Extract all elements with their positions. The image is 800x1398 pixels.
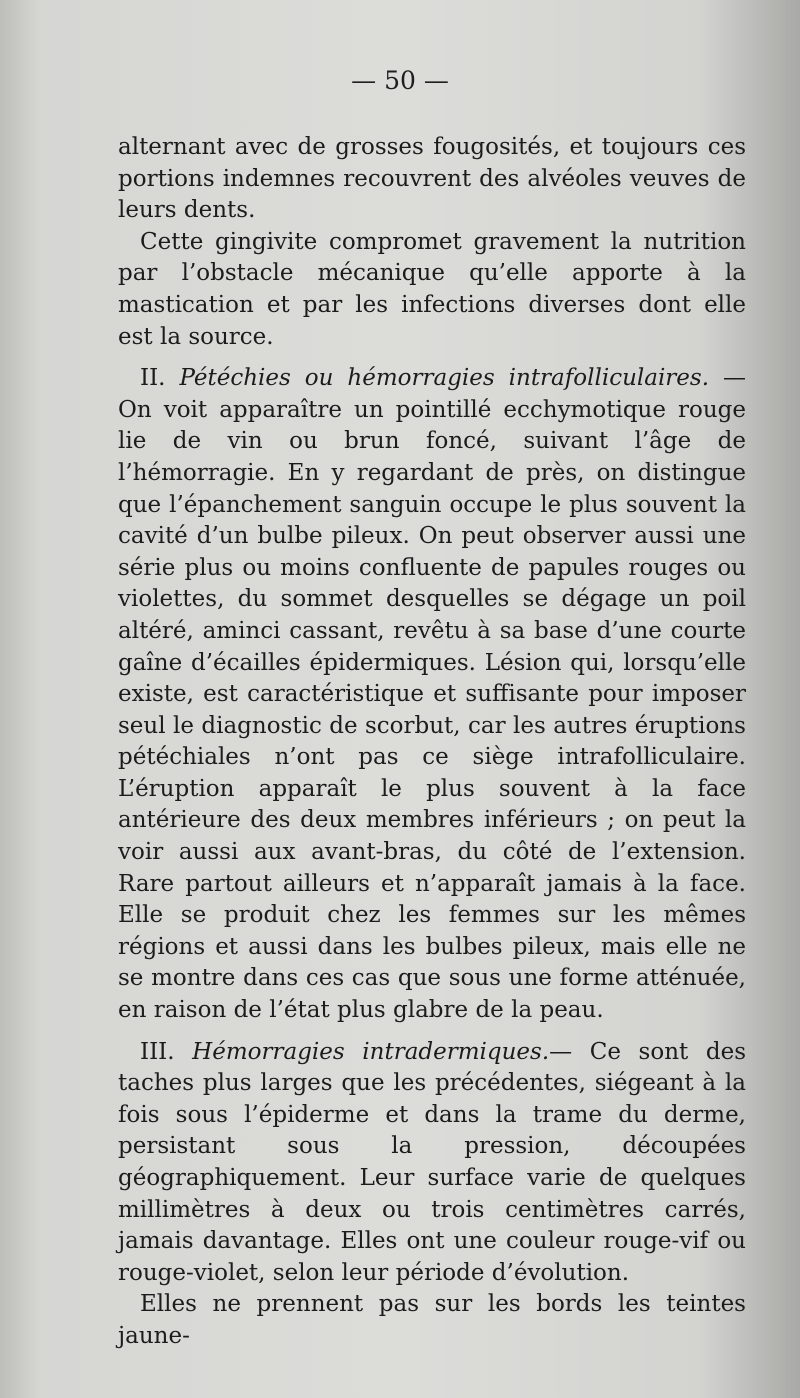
section-number: II. — [140, 365, 180, 392]
paragraph-text: alternant avec de grosses fougosités, et toujours ces portions indemnes recouvrent des alvéoles veuves de leurs dents. — [118, 134, 746, 224]
section-title: Hémorragies intradermiques. — [192, 1038, 550, 1065]
paragraph-text: Elles ne prennent pas sur les bords les teintes jaune- — [118, 1291, 746, 1349]
paragraph-text: Cette gingivite compromet gravement la nutrition par l’obstacle mécanique qu’elle apporte à la mastication et par les infections diverses dont elle est la source. — [118, 228, 746, 350]
page-number: — 50 — — [351, 66, 449, 95]
paragraph — [118, 227, 746, 353]
paragraph-text: — On voit apparaître un pointillé ecchymotique rouge lie de vin ou brun foncé, suivant l’âge de l’hémorragie. En y regardant de près, on distingue que l’épanchement sanguin occupe le plus souvent la cavité d’un bulbe pileux. On peut observer aussi une série plus ou moins confluente de papules rouges ou violettes, du sommet desquelles se dégage un poil altéré, aminci cassant, revêtu à sa base d’une courte gaîne d’écailles épidermiques. Lésion qui, lorsqu’elle existe, est caractéristique et suffisante pour imposer seul le diagnostic de scorbut, car les autres éruptions pétéchiales n’ont pas ce siège intrafolliculaire. L’éruption apparaît le plus souvent à la face antérieure des deux membres inférieurs ; on peut la voir aussi aux avant-bras, du côté de l’extension. Rare partout ailleurs et n’apparaît jamais à la face. Elle se produit chez les femmes sur les mêmes régions et aussi dans les bulbes pileux, mais elle ne se montre dans ces cas que sous une forme atténuée, en raison de l’état plus glabre de la peau. — [118, 365, 746, 1024]
paragraph-text: — Ce sont des taches plus larges que les précédentes, siégeant à la fois sous l’épiderme et dans la trame du derme, persistant sous la pression, découpées géographiquement. Leur surface varie de quelques millimètres à deux ou trois centimètres carrés, jamais davantage. Elles ont une couleur rouge-vif ou rouge-violet, selon leur période d’évolution. — [118, 1038, 746, 1286]
paragraph — [118, 1289, 746, 1352]
section-paragraph — [118, 363, 746, 1026]
paragraph — [118, 132, 746, 227]
body-text — [118, 132, 746, 1353]
section-title: Pétéchies ou hémorragies intrafolliculaires. — [179, 365, 710, 392]
section-number: III. — [140, 1038, 193, 1065]
section-paragraph — [118, 1037, 746, 1290]
